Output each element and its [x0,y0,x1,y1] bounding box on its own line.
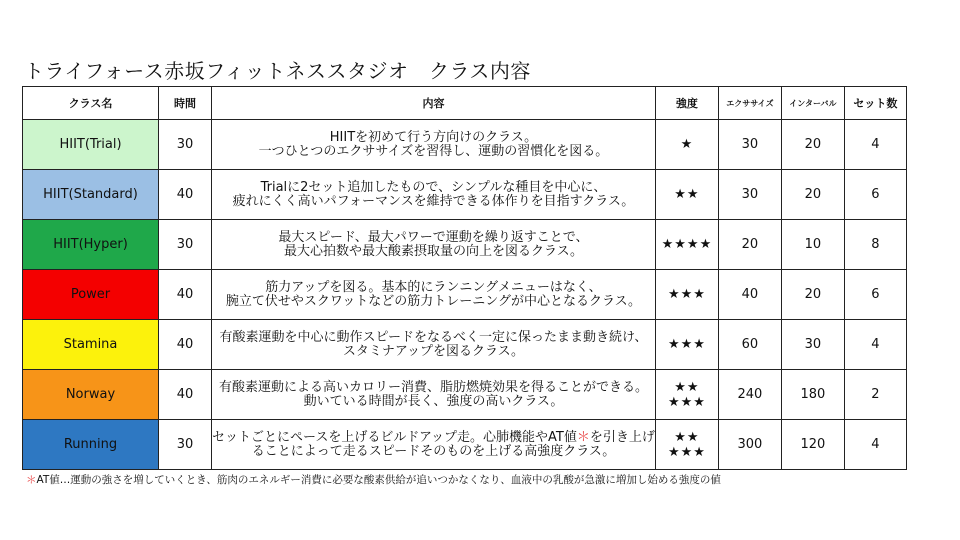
interval-seconds-cell: 10 [781,220,844,270]
intensity-stars [655,370,718,420]
time-cell: 40 [159,370,212,420]
table-row [23,420,907,470]
content-line [212,431,655,445]
time-cell: 40 [159,170,212,220]
asterisk-mark: ＊ [576,429,590,445]
content-line: 有酸素運動による高いカロリー消費、脂肪燃焼効果を得ることができる。 [218,379,648,395]
content-cell [212,370,656,420]
star-rating: ★★ [674,187,700,202]
content-line: 一つひとつのエクササイズを習得し、運動の習慣化を図る。 [258,143,609,159]
content-cell [212,270,656,320]
class-name-cell: Stamina [23,320,159,370]
table-row [23,320,907,370]
sets-cell: 8 [844,220,906,270]
star-rating: ★★★★ [661,237,713,252]
sets-cell: 4 [844,420,906,470]
header-sets: セット数 [844,87,906,120]
header-interval: インターバル [781,87,844,120]
header-class: クラス名 [23,87,159,120]
class-table [22,86,907,470]
class-name-cell: HIIT(Hyper) [23,220,159,270]
intensity-stars [655,220,718,270]
content-line: 有酸素運動を中心に動作スピードをなるべく一定に保ったまま動き続け、 [219,329,648,345]
exercise-seconds-cell: 240 [718,370,781,420]
exercise-seconds-cell: 20 [718,220,781,270]
content-cell [212,170,656,220]
time-cell: 30 [159,220,212,270]
class-name-cell: Norway [23,370,159,420]
star-rating: ★★★ [667,444,706,460]
content-line: 筋力アップを図る。基本的にランニングメニューはなく、 [265,279,602,295]
header-content: 内容 [212,87,656,120]
intensity-stars [655,320,718,370]
content-line: ることによって走るスピードそのものを上げる高強度クラス。 [251,443,616,459]
interval-seconds-cell: 20 [781,120,844,170]
star-rating: ★★★ [667,337,706,352]
footnote [26,472,721,487]
exercise-seconds-cell: 60 [718,320,781,370]
star-rating: ★★ [674,429,700,445]
class-name-cell: Running [23,420,159,470]
content-line: Trialに2セット追加したもので、シンプルな種目を中心に、 [260,179,607,195]
class-name-cell: Power [23,270,159,320]
header-exercise: エクササイズ [718,87,781,120]
table-row [23,120,907,170]
content-line: 疲れにくく高いパフォーマンスを維持できる体作りを目指すクラス。 [232,193,635,209]
sets-cell: 4 [844,120,906,170]
intensity-stars [655,420,718,470]
class-name-cell: HIIT(Standard) [23,170,159,220]
class-name-cell: HIIT(Trial) [23,120,159,170]
content-line: 動いている時間が長く、強度の高いクラス。 [303,393,564,409]
content-line: 最大心拍数や最大酸素摂取量の向上を図るクラス。 [283,243,583,259]
sets-cell: 4 [844,320,906,370]
content-cell [212,420,656,470]
header-time: 時間 [159,87,212,120]
star-rating: ★★★ [667,287,706,302]
content-cell [212,320,656,370]
page-title: トライフォース赤坂フィットネススタジオ クラス内容 [24,59,531,83]
sets-cell: 6 [844,170,906,220]
intensity-stars [655,270,718,320]
intensity-stars [655,120,718,170]
table-row [23,370,907,420]
interval-seconds-cell: 20 [781,170,844,220]
content-line: スタミナアップを図るクラス。 [342,343,524,359]
table-row [23,270,907,320]
time-cell: 40 [159,270,212,320]
time-cell: 30 [159,120,212,170]
exercise-seconds-cell: 30 [718,120,781,170]
exercise-seconds-cell: 40 [718,270,781,320]
star-rating: ★★ [674,379,700,395]
content-text: を引き上げ [589,429,655,445]
star-rating: ★ [680,137,694,152]
table-header-row [23,87,907,120]
table-row [23,220,907,270]
interval-seconds-cell: 120 [781,420,844,470]
content-line: 腕立て伏せやスクワットなどの筋力トレーニングが中心となるクラス。 [225,293,641,309]
exercise-seconds-cell: 300 [718,420,781,470]
table-row [23,170,907,220]
time-cell: 40 [159,320,212,370]
star-rating: ★★★ [667,394,706,410]
header-intensity: 強度 [655,87,718,120]
exercise-seconds-cell: 30 [718,170,781,220]
asterisk-mark: ＊ [26,474,37,486]
sets-cell: 2 [844,370,906,420]
time-cell: 30 [159,420,212,470]
content-cell [212,220,656,270]
content-line: HIITを初めて行う方向けのクラス。 [329,129,538,145]
interval-seconds-cell: 20 [781,270,844,320]
footnote-text: AT値…運動の強さを増していくとき、筋肉のエネルギー消費に必要な酸素供給が追いつかなくなり、血液中の乳酸が急激に増加し始める強度の値 [36,474,721,486]
content-text: セットごとにペースを上げるビルドアップ走。心肺機能やAT値 [212,429,577,445]
interval-seconds-cell: 180 [781,370,844,420]
intensity-stars [655,170,718,220]
interval-seconds-cell: 30 [781,320,844,370]
content-cell [212,120,656,170]
sets-cell: 6 [844,270,906,320]
content-line: 最大スピード、最大パワーで運動を繰り返すことで、 [278,229,589,245]
